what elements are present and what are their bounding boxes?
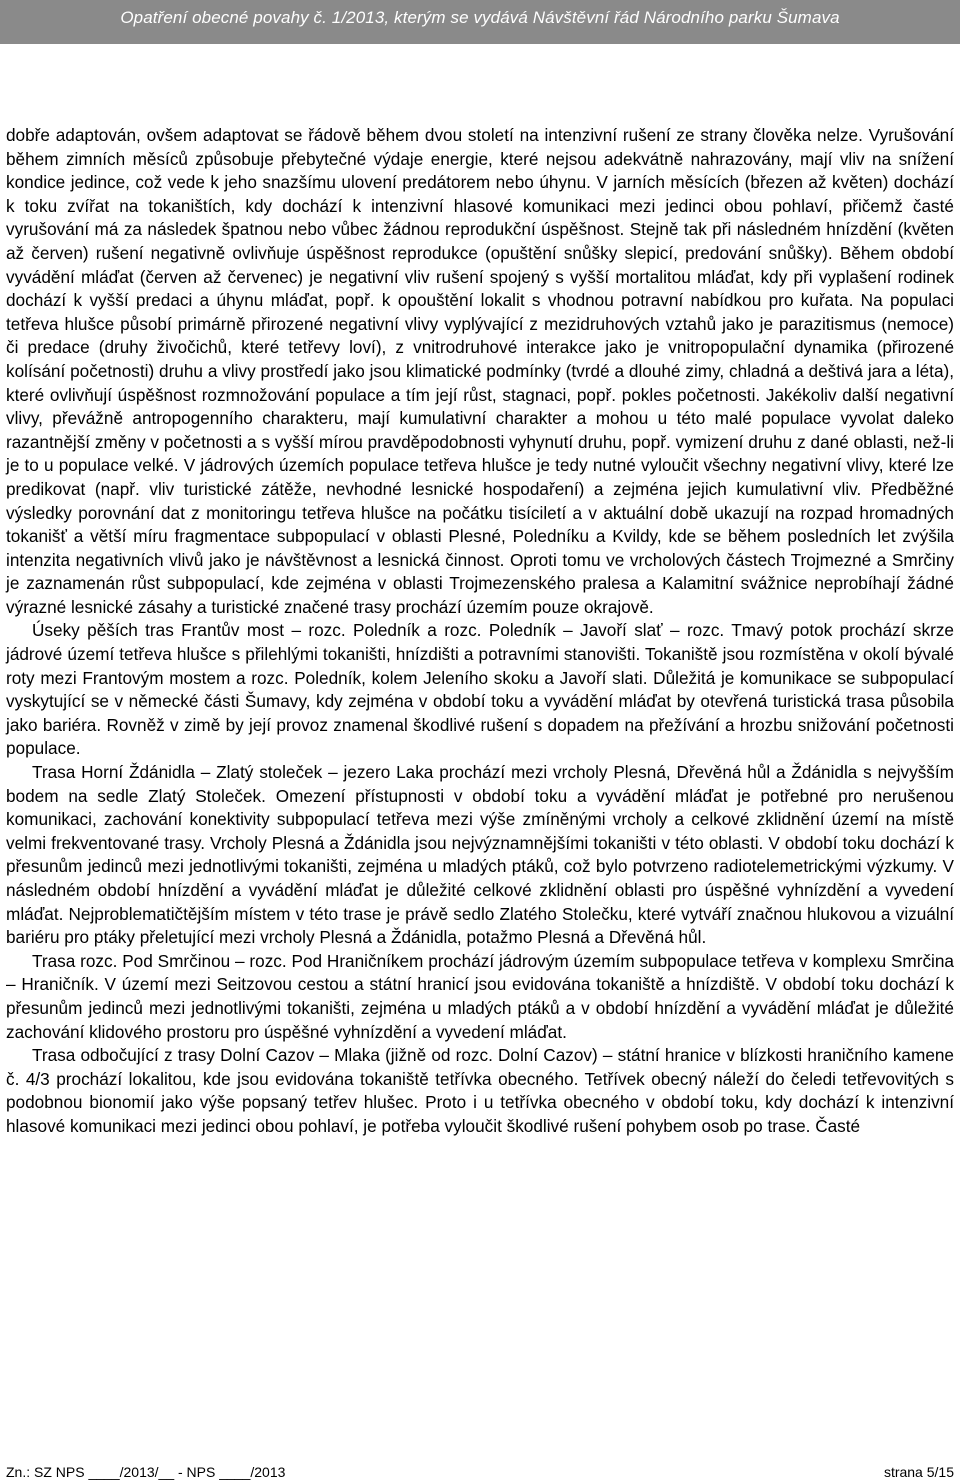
document-reference: Zn.: SZ NPS ____/2013/__ - NPS ____/2013 bbox=[6, 1464, 286, 1480]
paragraph: Trasa odbočující z trasy Dolní Cazov – Mlaka (jižně od rozc. Dolní Cazov) – státní hranice v blízkosti hraničního kamene č. 4/3 prochází lokalitou, kde jsou evidována tokaniště tetřívka obecného. Tetřívek obecný náleží do čeledi tetřevovitých s podobnou bionomií jako výše popsaný tetřev hlušec. Proto i u tetřívka obecného v období toku, kdy dochází k intenzivní hlasové komunikaci mezi jedinci obou pohlaví, je potřeba vyloučit škodlivé rušení pohybem osob po trase. Časté bbox=[6, 1045, 954, 1136]
document-body bbox=[6, 124, 954, 1139]
document-title: Opatření obecné povahy č. 1/2013, kterým se vydává Návštěvní řád Národního parku Šumava bbox=[120, 8, 840, 27]
paragraph: Úseky pěších tras Frantův most – rozc. Poledník a rozc. Poledník – Javoří slať – rozc. Tmavý potok prochází skrze jádrové území tetřeva hlušce s přilehlými tokaništi, hnízdišti a potravními stanovišti. Tokaniště jsou rozmístěna v okolí bývalé roty mezi Frantovým mostem a rozc. Poledník, kolem Jeleního skoku a Javoří slati. Důležitá je komunikace se subpopulací vyskytující se v německé části Šumavy, kdy zejména v období toku a vyvádění mláďat by otevřená turistická trasa působila jako bariéra. Rovněž v zimě by její provoz znamenal škodlivé rušení s dopadem na přežívání a hrozbu snižování početnosti populace. bbox=[6, 620, 954, 759]
page-number: strana 5/15 bbox=[883, 1464, 954, 1480]
header-bar bbox=[0, 0, 960, 44]
paragraph: Trasa rozc. Pod Smrčinou – rozc. Pod Hraničníkem prochází jádrovým územím subpopulace tetřeva v komplexu Smrčina – Hraničník. V území mezi Seitzovou cestou a státní hranicí jsou evidována tokaniště a hnízdiště. V období toku dochází k přesunům jedinců mezi jednotlivými tokaništi, zejména u mladých ptáků a v období hnízdění a vyvádění mláďat je důležité zachování klidového prostoru pro úspěšné vyhnízdění a vyvedení mláďat. bbox=[6, 950, 954, 1042]
paragraph: Trasa Horní Ždánidla – Zlatý stoleček – jezero Laka prochází mezi vrcholy Plesná, Dřevěná hůl a Ždánidla s nejvyšším bodem na sedle Zlatý Stoleček. Omezení přístupnosti v období toku a vyvádění mláďat je potřebné pro nerušenou komunikaci, zachování konektivity subpopulací tetřeva mezi výše zmíněnými vrcholy a celkové zklidnění území na místě velmi frekventované trasy. Vrcholy Plesná a Ždánidla jsou nejvýznamnějšími tokaništi v této oblasti. V období toku dochází k přesunům jedinců mezi jednotlivými tokaništi, zejména u mladých ptáků, což bylo potvrzeno radiotelemetrickými výzkumy. V následném období hnízdění a vyvádění mláďat je důležité celkové zklidnění oblasti pro úspěšné vyhnízdění a vyvedení mláďat. Nejproblematičtějším místem v této trase je právě sedlo Zlatého Stolečku, které vytváří značnou hlukovou a vizuální bariéru pro ptáky přeletující mezi vrcholy Plesná a Ždánidla, potažmo Plesná a Dřevěná hůl. bbox=[6, 762, 954, 948]
paragraph: dobře adaptován, ovšem adaptovat se řádově během dvou století na intenzivní rušení ze strany člověka nelze. Vyrušování během zimních měsíců způsobuje přebytečné výdaje energie, které nejsou adekvátně nahrazovány, mají vliv na snížení kondice jedince, což vede k jeho snazšímu ulovení predátorem nebo úhynu. V jarních měsících (březen až květen) dochází k toku zvířat na tokaništích, kdy dochází k intenzivní hlasové komunikaci mezi jedinci obou pohlaví, přičemž časté vyrušování má za následek špatnou nebo vůbec žádnou reprodukční úspěšnost. Stejně tak při následném hnízdění (květen až červen) rušení negativně ovlivňuje úspěšnost reprodukce (opuštění snůšky slepicí, predování snůšky). Během období vyvádění mláďat (červen až červenec) je negativní vliv rušení spojený s vyšší mortalitou mláďat, kdy při vyplašení rodinek dochází k vyšší predaci a úhynu mláďat, popř. k opouštění lokalit s vhodnou potravní nabídkou pro kuřata. Na populaci tetřeva hlušce působí primárně přirozené negativní vlivy vyplývající z mezidruhových vztahů jako je parazitismus (nemoce) či predace (druhy živočichů, které tetřevy loví), z vnitrodruhové interakce jako je vnitropopulační dynamika (přirozené kolísání početnosti) druhu a vlivy prostředí jako jsou klimatické podmínky (tvrdé a dlouhé zimy, chladná a deštivá jara a léta), které ovlivňují úspěšnost rozmnožování populace a tím její růst, stagnaci, popř. pokles početnosti. Jakékoliv další negativní vlivy, převážně antropogenního charakteru, mají kumulativní charakter a mohou u této malé populace vyvolat daleko razantnější změny v početnosti a s vyšší mírou pravděpodobnosti vyhynutí druhu, popř. vymizení druhu z dané oblasti, než-li je to u populace velké. V jádrových územích populace tetřeva hlušce je tedy nutné vyloučit všechny negativní vlivy, které lze predikovat (např. vliv turistické zátěže, nevhodné lesnické hospodaření) a zejména jejich kumulativní vliv. Předběžné výsledky porovnání dat z monitoringu tetřeva hlušce na počátku tisíciletí a v aktuální době ukazují na rozpad hromadných tokanišť a větší míru fragmentace subpopulací v oblasti Plesné, Poledníku a Kvildy, kde se během posledních let zvýšila intenzita negativních vlivů jako je návštěvnost a lesnická činnost. Oproti tomu ve vrcholových částech Trojmezné a Smrčiny je zaznamenán růst subpopulací, kde zejména v oblasti Trojmezenského pralesa a Kalamitní svážnice neprobíhají žádné výrazné lesnické zásahy a turistické značené trasy prochází územím pouze okrajově. bbox=[6, 125, 954, 617]
